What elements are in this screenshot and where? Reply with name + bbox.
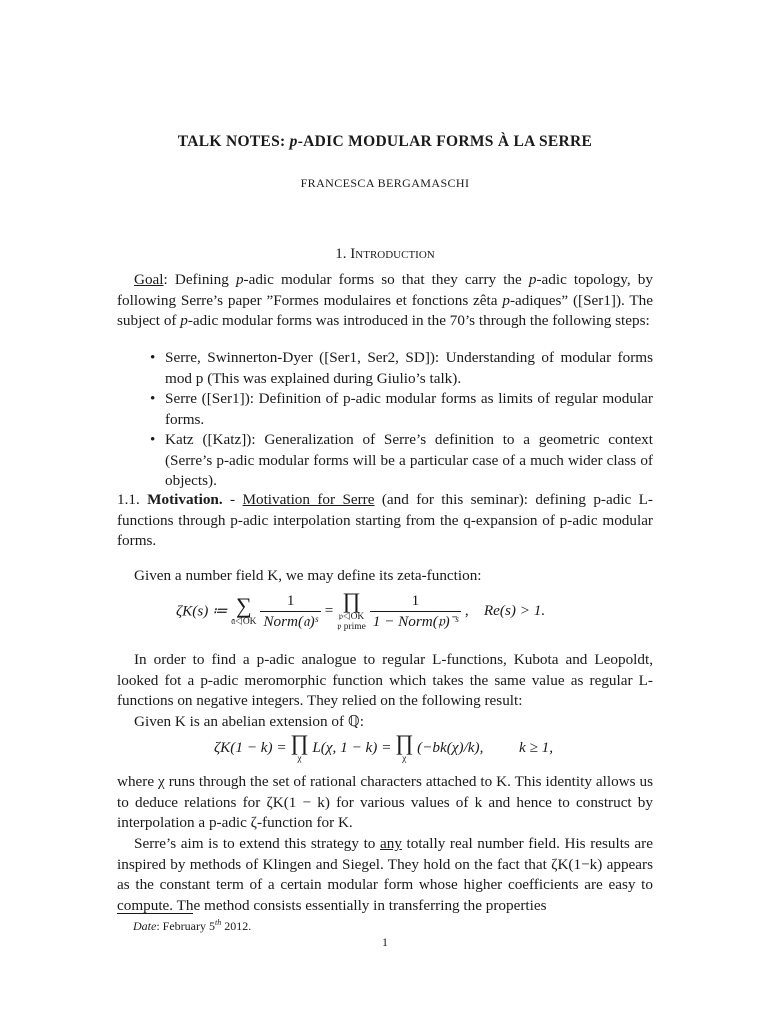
kubota-paragraph: In order to find a p-adic analogue to regular L-functions, Kubota and Leopoldt, looked fot a p-adic meromorphic function which takes the same value as regular L-functions on negative integers. They relied on the following result: [117, 651, 653, 709]
author: FRANCESCA BERGAMASCHI [300, 176, 470, 190]
motivation-paragraph: 1.1. Motivation. - Motivation for Serre (and for this seminar): defining p-adic L-functions through p-adic interpolation starting from the q-expansion of p-adic modular forms. [117, 491, 653, 549]
page-number: 1 [382, 935, 388, 949]
footnote: Date: February 5th 2012. [133, 918, 252, 933]
serre-paragraph: Serre’s aim is to extend this strategy to any totally real number field. His results are inspired by methods of Klingen and Siegel. They hold on the fact that ζK(1−k) appears as the constant term of a certain modular form whose higher coefficients are easy to compute. The method consists essentially in transferring the properties [117, 835, 653, 914]
sum-operator: ∑ 𝔞◁OK [231, 593, 257, 627]
product-operator: ∏ 𝔭◁OK 𝔭 prime [337, 588, 366, 632]
goal-paragraph: Goal: Defining p-adic modular forms so that they carry the p-adic topology, by following Serre’s paper ”Formes modulaires et fonctions zêta p-adiques” ([Ser1]). The subject of p-adic modular forms was introduced in the 70’s through the following steps: [117, 271, 653, 329]
steps-list [148, 348, 653, 492]
section-heading: 1. Introduction [335, 246, 435, 262]
list-item: • Serre ([Ser1]): Definition of p-adic modular forms as limits of regular modular forms. [148, 389, 653, 430]
paper-title: TALK NOTES: p-ADIC MODULAR FORMS À LA SERRE [177, 133, 593, 150]
zeta-intro: Given a number field K, we may define its zeta-function: [134, 567, 482, 584]
product-operator: ∏ χ [395, 730, 414, 764]
footnote-rule [117, 913, 193, 914]
zeta-definition-equation: ζK(s) ≔ ∑ 𝔞◁OK $\frac{1}{\text{Norm(𝔞)ˢ}}$ = ∏ 𝔭◁OK 𝔭 prime $\frac{1}{\text{1 − Norm(𝔭)⁻ˢ}}$ , Re(s) > 1. [176, 588, 546, 632]
fraction-1: $\frac{1}{\text{Norm(𝔞)ˢ}}$ [260, 592, 321, 631]
product-operator: ∏ χ [290, 730, 309, 764]
fraction-2: $\frac{1}{\text{1 − Norm(𝔭)⁻ˢ}}$ [370, 592, 461, 631]
where-paragraph: where χ runs through the set of rational characters attached to K. This identity allows us to deduce relations for ζK(1 − k) for various values of k and hence to construct by interpolation a p-adic ζ-function for K. [117, 773, 653, 831]
abelian-line: Given K is an abelian extension of ℚ: [134, 713, 365, 730]
list-item: • Serre, Swinnerton-Dyer ([Ser1, Ser2, SD]): Understanding of modular forms mod p (This was explained during Giulio’s talk). [148, 348, 653, 389]
list-item: • Katz ([Katz]): Generalization of Serre’s definition to a geometric context (Serre’s p-adic modular forms will be a particular case of a much wider class of objects). [148, 430, 653, 492]
abelian-identity-equation: ζK(1 − k) = ∏ χ L(χ, 1 − k) = ∏ χ (−bk(χ)/k), k ≥ 1, [214, 730, 554, 764]
